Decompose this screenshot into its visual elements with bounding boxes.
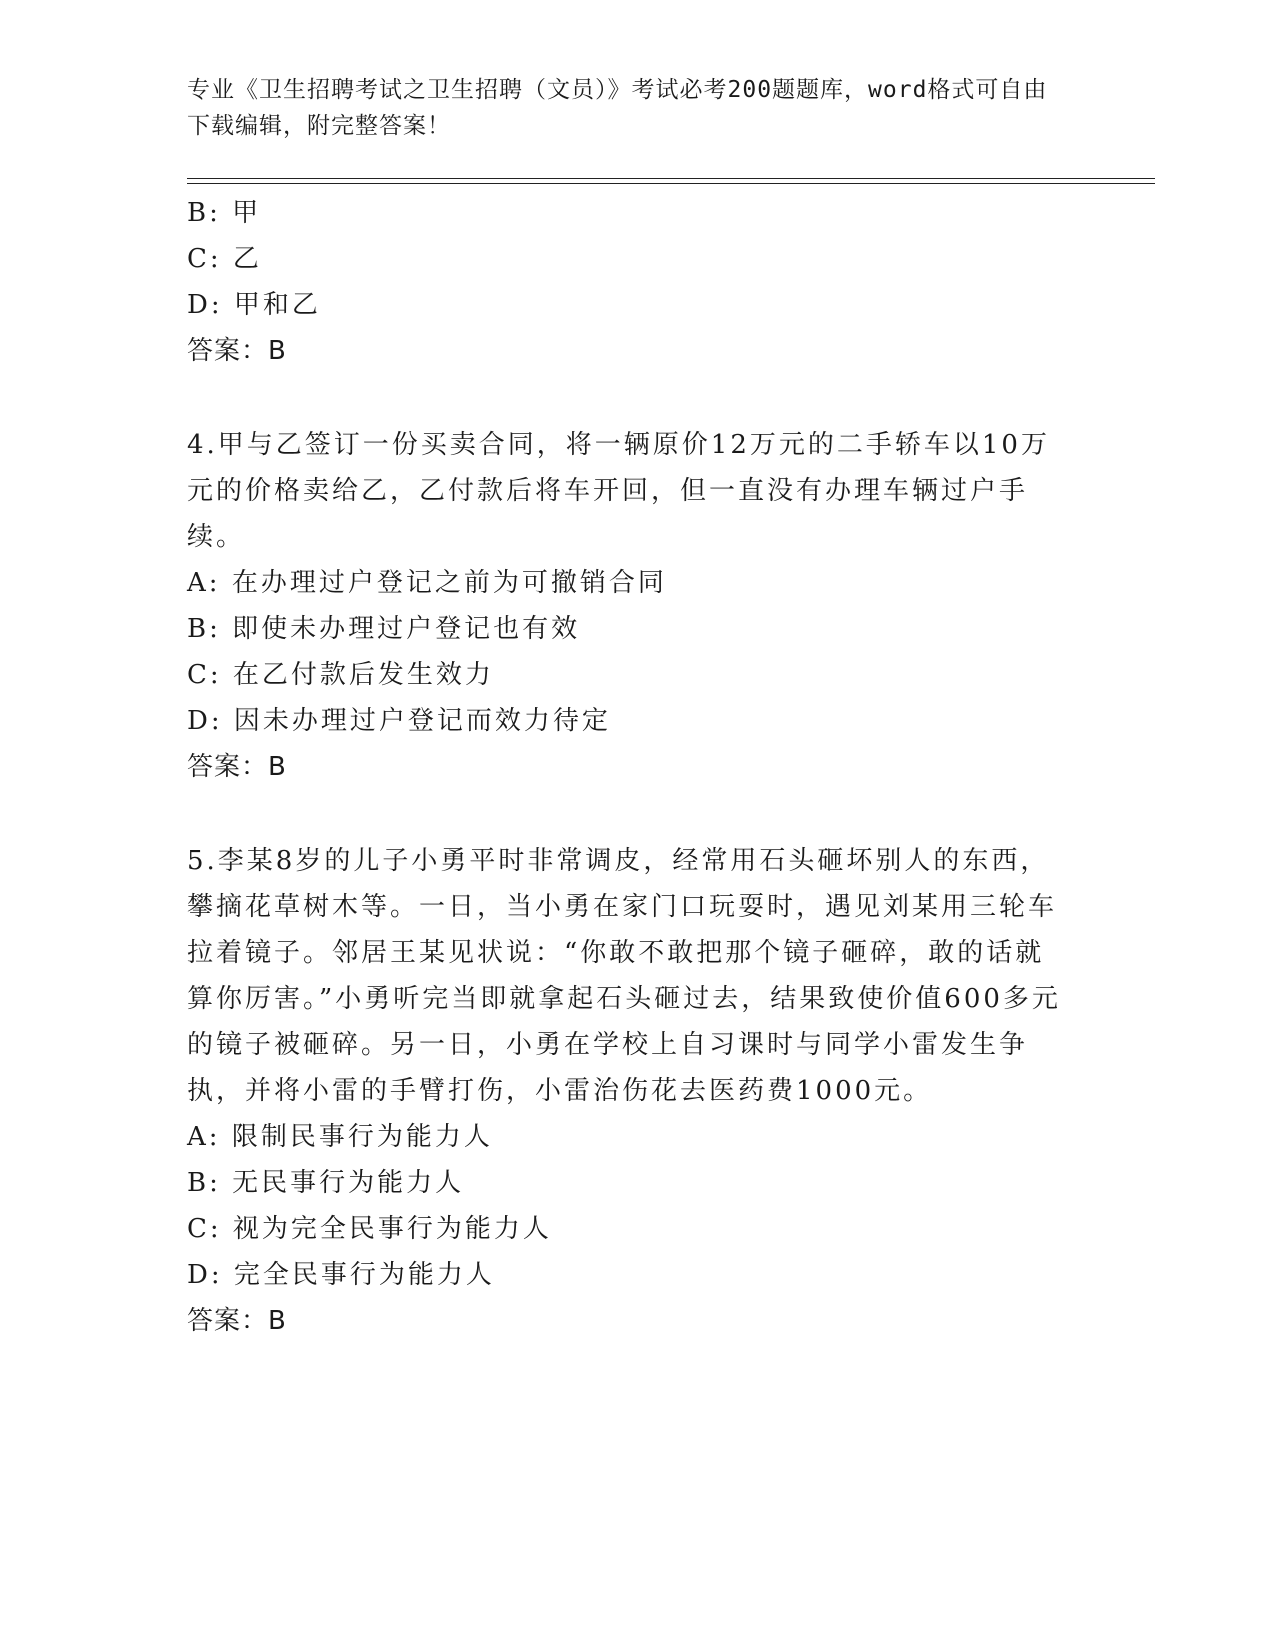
question-4: [187, 422, 1067, 790]
option-d: [187, 282, 1067, 328]
page-header: 专业《卫生招聘考试之卫生招聘（文员）》考试必考200题题库，word格式可自由下载编辑，附完整答案！: [187, 77, 1048, 139]
option-text: 无民事行为能力人: [232, 1168, 465, 1198]
option-text: 在乙付款后发生效力: [232, 660, 494, 690]
option-text: 乙: [232, 244, 262, 274]
option-label: D:: [187, 290, 223, 320]
option-a: [187, 1114, 1067, 1160]
option-label: C:: [187, 1214, 222, 1244]
option-label: D:: [187, 706, 223, 736]
question-stem: 5.李某8岁的儿子小勇平时非常调皮，经常用石头砸坏别人的东西，攀摘花草树木等。一日，当小勇在家门口玩耍时，遇见刘某用三轮车拉着镜子。邻居王某见状说：“你敢不敢把那个镜子砸碎，敢的话就算你厉害。”小勇听完当即就拿起石头砸过去，结果致使价值600多元的镜子被砸碎。另一日，小勇在学校上自习课时与同学小雷发生争执，并将小雷的手臂打伤，小雷治伤花去医药费1000元。: [187, 846, 1061, 1106]
option-b: [187, 190, 1067, 236]
option-text: 甲: [232, 198, 262, 228]
option-text: 甲和乙: [233, 290, 321, 320]
spacer: [187, 790, 1067, 838]
header-rule-bottom: [187, 183, 1155, 184]
option-text: 在办理过户登记之前为可撤销合同: [231, 568, 667, 598]
option-label: C:: [187, 244, 222, 274]
option-b: [187, 606, 1067, 652]
option-label: B:: [187, 198, 221, 228]
spacer: [187, 374, 1067, 422]
question-list: [187, 190, 1067, 1344]
option-label: B:: [187, 614, 221, 644]
option-c: [187, 652, 1067, 698]
question-3-tail: [187, 190, 1067, 374]
option-a: [187, 560, 1067, 606]
option-text: 完全民事行为能力人: [233, 1260, 495, 1290]
option-d: [187, 1252, 1067, 1298]
option-b: [187, 1160, 1067, 1206]
option-label: B:: [187, 1168, 221, 1198]
question-5: [187, 838, 1067, 1344]
header-rule-top: [187, 178, 1155, 179]
option-label: C:: [187, 660, 222, 690]
option-label: D:: [187, 1260, 223, 1290]
answer: 答案：B: [187, 336, 287, 366]
option-label: A:: [187, 1122, 221, 1152]
option-label: A:: [187, 568, 221, 598]
option-c: [187, 236, 1067, 282]
answer: 答案：B: [187, 1306, 287, 1336]
answer: 答案：B: [187, 752, 287, 782]
option-c: [187, 1206, 1067, 1252]
option-text: 视为完全民事行为能力人: [232, 1214, 552, 1244]
option-text: 即使未办理过户登记也有效: [232, 614, 581, 644]
option-d: [187, 698, 1067, 744]
option-text: 因未办理过户登记而效力待定: [233, 706, 611, 736]
question-stem: 4.甲与乙签订一份买卖合同，将一辆原价12万元的二手轿车以10万元的价格卖给乙，乙付款后将车开回，但一直没有办理车辆过户手续。: [187, 430, 1050, 552]
option-text: 限制民事行为能力人: [231, 1122, 493, 1152]
